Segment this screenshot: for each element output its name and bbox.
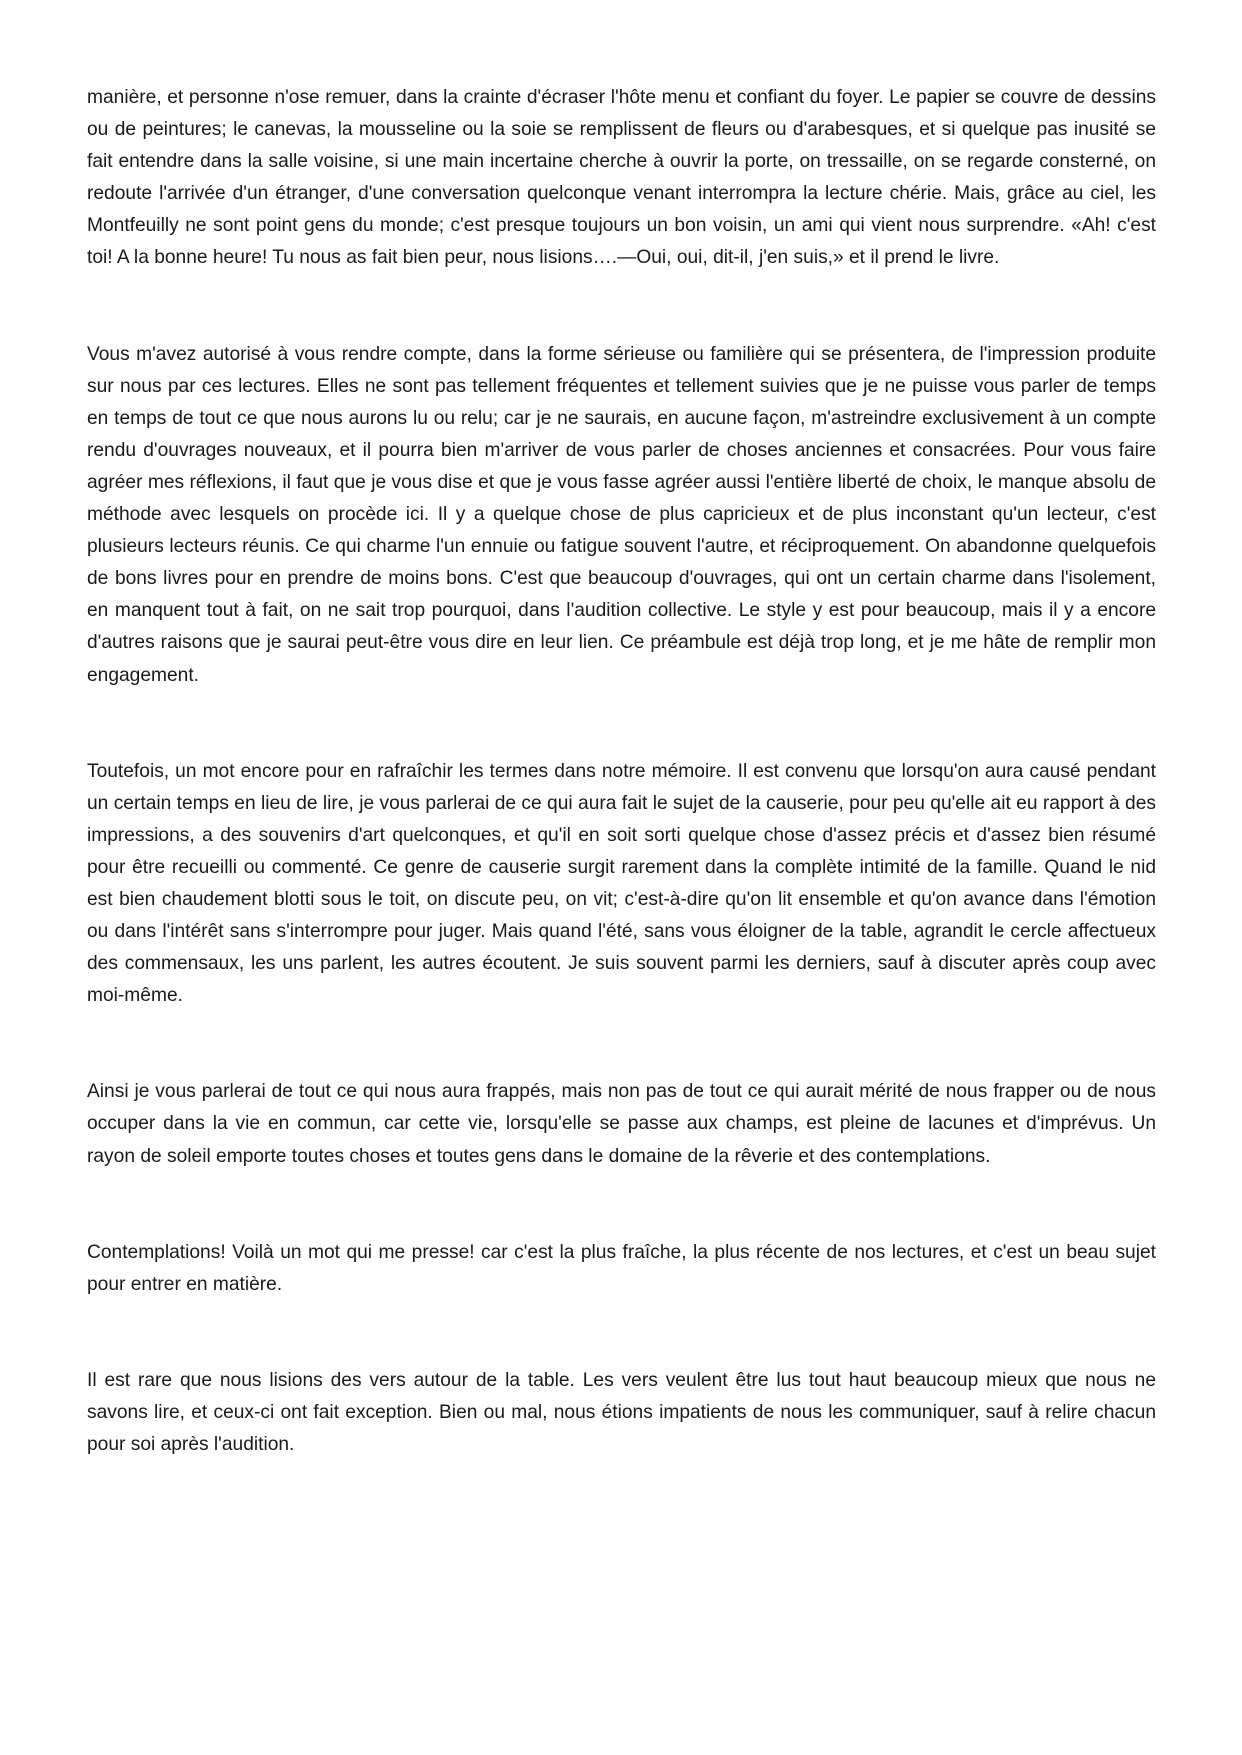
document-page: [87, 82, 1156, 1461]
paragraph-2: Vous m'avez autorisé à vous rendre compte, dans la forme sérieuse ou familière qui se présentera, de l'impression produite sur nous par ces lectures. Elles ne sont pas tellement fréquentes et tellement suivies que je ne puisse vous parler de temps en temps de tout ce que nous aurons lu ou relu; car je ne saurais, en aucune façon, m'astreindre exclusivement à un compte rendu d'ouvrages nouveaux, et il pourra bien m'arriver de vous parler de choses anciennes et consacrées. Pour vous faire agréer mes réflexions, il faut que je vous dise et que je vous fasse agréer aussi l'entière liberté de choix, le manque absolu de méthode avec lesquels on procède ici. Il y a quelque chose de plus capricieux et de plus inconstant qu'un lecteur, c'est plusieurs lecteurs réunis. Ce qui charme l'un ennuie ou fatigue souvent l'autre, et réciproquement. On abandonne quelquefois de bons livres pour en prendre de moins bons. C'est que beaucoup d'ouvrages, qui ont un certain charme dans l'isolement, en manquent tout à fait, on ne sait trop pourquoi, dans l'audition collective. Le style y est pour beaucoup, mais il y a encore d'autres raisons que je saurai peut-être vous dire en leur lien. Ce préambule est déjà trop long, et je me hâte de remplir mon engagement.: [87, 343, 1156, 686]
paragraph-1: manière, et personne n'ose remuer, dans la crainte d'écraser l'hôte menu et confiant du foyer. Le papier se couvre de dessins ou de peintures; le canevas, la mousseline ou la soie se remplissent de fleurs ou d'arabesques, et si quelque pas inusité se fait entendre dans la salle voisine, si une main incertaine cherche à ouvrir la porte, on tressaille, on se regarde consterné, on redoute l'arrivée d'un étranger, d'une conversation quelconque venant interrompra la lecture chérie. Mais, grâce au ciel, les Montfeuilly ne sont point gens du monde; c'est presque toujours un bon voisin, un ami qui vient nous surprendre. «Ah! c'est toi! A la bonne heure! Tu nous as fait bien peur, nous lisions….—Oui, oui, dit-il, j'en suis,» et il prend le livre.: [87, 87, 1156, 269]
paragraph-4: Ainsi je vous parlerai de tout ce qui nous aura frappés, mais non pas de tout ce qui aurait mérité de nous frapper ou de nous occuper dans la vie en commun, car cette vie, lorsqu'elle se passe aux champs, est pleine de lacunes et d'imprévus. Un rayon de soleil emporte toutes choses et toutes gens dans le domaine de la rêverie et des contemplations.: [87, 1081, 1156, 1167]
paragraph-5: Contemplations! Voilà un mot qui me presse! car c'est la plus fraîche, la plus récente de nos lectures, et c'est un beau sujet pour entrer en matière.: [87, 1241, 1156, 1295]
paragraph-6: Il est rare que nous lisions des vers autour de la table. Les vers veulent être lus tout haut beaucoup mieux que nous ne savons lire, et ceux-ci ont fait exception. Bien ou mal, nous étions impatients de nous les communiquer, sauf à relire chacun pour soi après l'audition.: [87, 1369, 1156, 1455]
paragraph-3: Toutefois, un mot encore pour en rafraîchir les termes dans notre mémoire. Il est convenu que lorsqu'on aura causé pendant un certain temps en lieu de lire, je vous parlerai de ce qui aura fait le sujet de la causerie, pour peu qu'elle ait eu rapport à des impressions, a des souvenirs d'art quelconques, et qu'il en soit sorti quelque chose d'assez précis et d'assez bien résumé pour être recueilli ou commenté. Ce genre de causerie surgit rarement dans la complète intimité de la famille. Quand le nid est bien chaudement blotti sous le toit, on discute peu, on vit; c'est-à-dire qu'on lit ensemble et qu'on avance dans l'émotion ou dans l'intérêt sans s'interrompre pour juger. Mais quand l'été, sans vous éloigner de la table, agrandit le cercle affectueux des commensaux, les uns parlent, les autres écoutent. Je suis souvent parmi les derniers, sauf à discuter après coup avec moi-même.: [87, 760, 1156, 1007]
